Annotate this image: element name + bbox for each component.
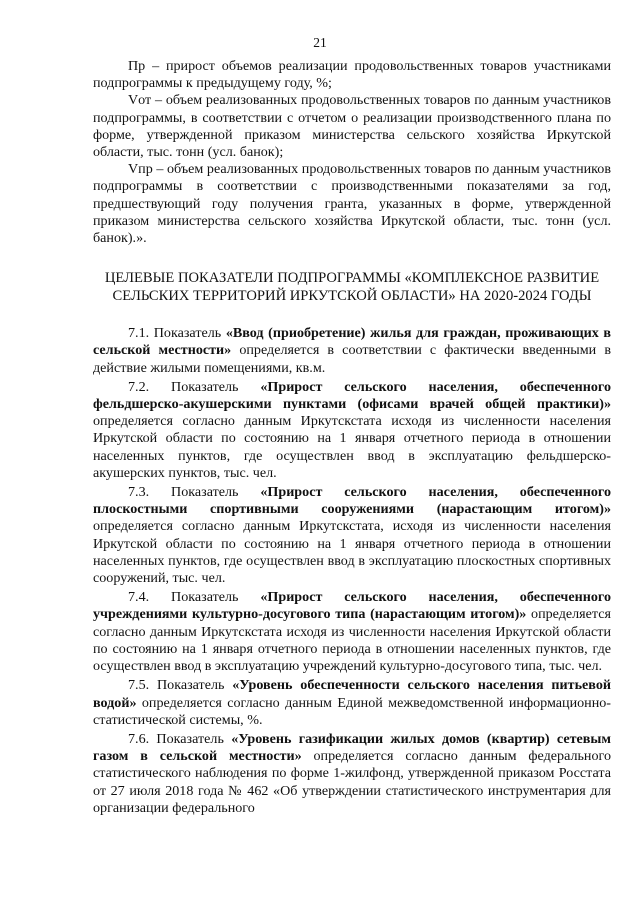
definition-vpr xyxy=(93,161,611,247)
indicator-prefix: 7.1. Показатель xyxy=(128,325,226,342)
indicator-7-5 xyxy=(93,677,611,729)
definition-text: – объем реализованных продовольственных товаров по данным участников подпрограммы в соответствии с производственными показателями за год, предшествующий году получения гранта, указанных в форме, утвержденной приказом министерства сельского хозяйства Иркутской области, тыс. тонн (усл. банок).». xyxy=(93,161,611,247)
indicator-title: «Прирост сельского населения, обеспеченного фельдшерско-акушерскими пунктами (офисами врачей общей практики)» xyxy=(93,378,611,413)
section-heading: ЦЕЛЕВЫЕ ПОКАЗАТЕЛИ ПОДПРОГРАММЫ «КОМПЛЕКСНОЕ РАЗВИТИЕ СЕЛЬСКИХ ТЕРРИТОРИЙ ИРКУТСКОЙ ОБЛАСТИ» НА 2020-2024 ГОДЫ xyxy=(104,270,600,305)
indicator-7-2 xyxy=(93,379,611,482)
definition-text: – объем реализованных продовольственных товаров по данным участников подпрограммы, в соответствии с отчетом о реализации производственного плана по форме, утвержденной приказом министерства сельского хозяйства Иркутской области, тыс. тонн (усл. банок); xyxy=(93,92,611,161)
page-number: 21 xyxy=(313,35,327,50)
indicator-7-3 xyxy=(93,484,611,587)
indicator-description: определяется согласно данным Иркутскстата исходя из численности населения Иркутской области по состоянию на 1 января отчетного периода в отношении населенных пунктов, где осуществлен ввод в эксплуатацию фельдшерско-акушерских пунктов, тыс. чел. xyxy=(93,413,611,481)
definition-vot xyxy=(93,92,611,161)
definition-symbol: Vот xyxy=(128,92,152,109)
definition-symbol: Vпр xyxy=(128,161,153,178)
definition-text: – прирост объемов реализации продовольственных товаров участниками подпрограммы к предыдущему году, %; xyxy=(93,58,611,92)
indicator-prefix: 7.4. Показатель xyxy=(128,589,261,606)
indicator-description: определяется согласно данным Единой межведомственной информационно-статистической системы, %. xyxy=(93,694,611,728)
indicator-description: определяется согласно данным Иркутскстата исходя из численности населения Иркутской области по состоянию на 1 января отчетного периода в отношении населенных пунктов, где осуществлен ввод в эксплуатацию учреждений культурно-досугового типа, тыс. чел. xyxy=(93,606,611,675)
indicator-title: «Прирост сельского населения, обеспеченного учреждениями культурно-досугового типа (нарастающим итогом)» xyxy=(93,589,611,623)
indicator-title: «Прирост сельского населения, обеспеченного плоскостными спортивными сооружениями (нарастающим итогом)» xyxy=(93,484,611,518)
indicator-7-6 xyxy=(93,731,611,817)
indicator-title: «Уровень обеспеченности сельского населения питьевой водой» xyxy=(93,677,611,711)
indicator-title: «Уровень газификации жилых домов (квартир) сетевым газом в сельской местности» xyxy=(93,730,611,765)
indicator-description: определяется в соответствии с фактически введенными в действие жилыми помещениями, кв.м. xyxy=(93,342,611,376)
definition-symbol: Пр xyxy=(128,58,146,74)
indicator-7-4 xyxy=(93,589,611,675)
indicator-prefix: 7.5. Показатель xyxy=(128,677,233,694)
indicator-title: «Ввод (приобретение) жилья для граждан, проживающих в сельской местности» xyxy=(93,325,611,359)
indicator-description: определяется согласно данным Иркутскстата, исходя из численности населения Иркутской области по состоянию на 1 января отчетного периода в отношении населенных пунктов, где осуществлен ввод в эксплуатацию плоскостных спортивных сооружений, тыс. чел. xyxy=(93,518,611,587)
definition-pr xyxy=(93,58,611,92)
indicator-prefix: 7.3. Показатель xyxy=(128,484,261,501)
indicator-prefix: 7.6. Показатель xyxy=(128,730,232,747)
document-body xyxy=(93,58,611,819)
indicator-description: определяется согласно данным федерального статистического наблюдения по форме 1-жилфонд, утвержденной приказом Росстата от 27 июля 2018 года № 462 «Об утверждении статистического инструментария для организации федерального xyxy=(93,748,611,816)
indicator-prefix: 7.2. Показатель xyxy=(128,378,261,395)
indicator-7-1 xyxy=(93,325,611,377)
